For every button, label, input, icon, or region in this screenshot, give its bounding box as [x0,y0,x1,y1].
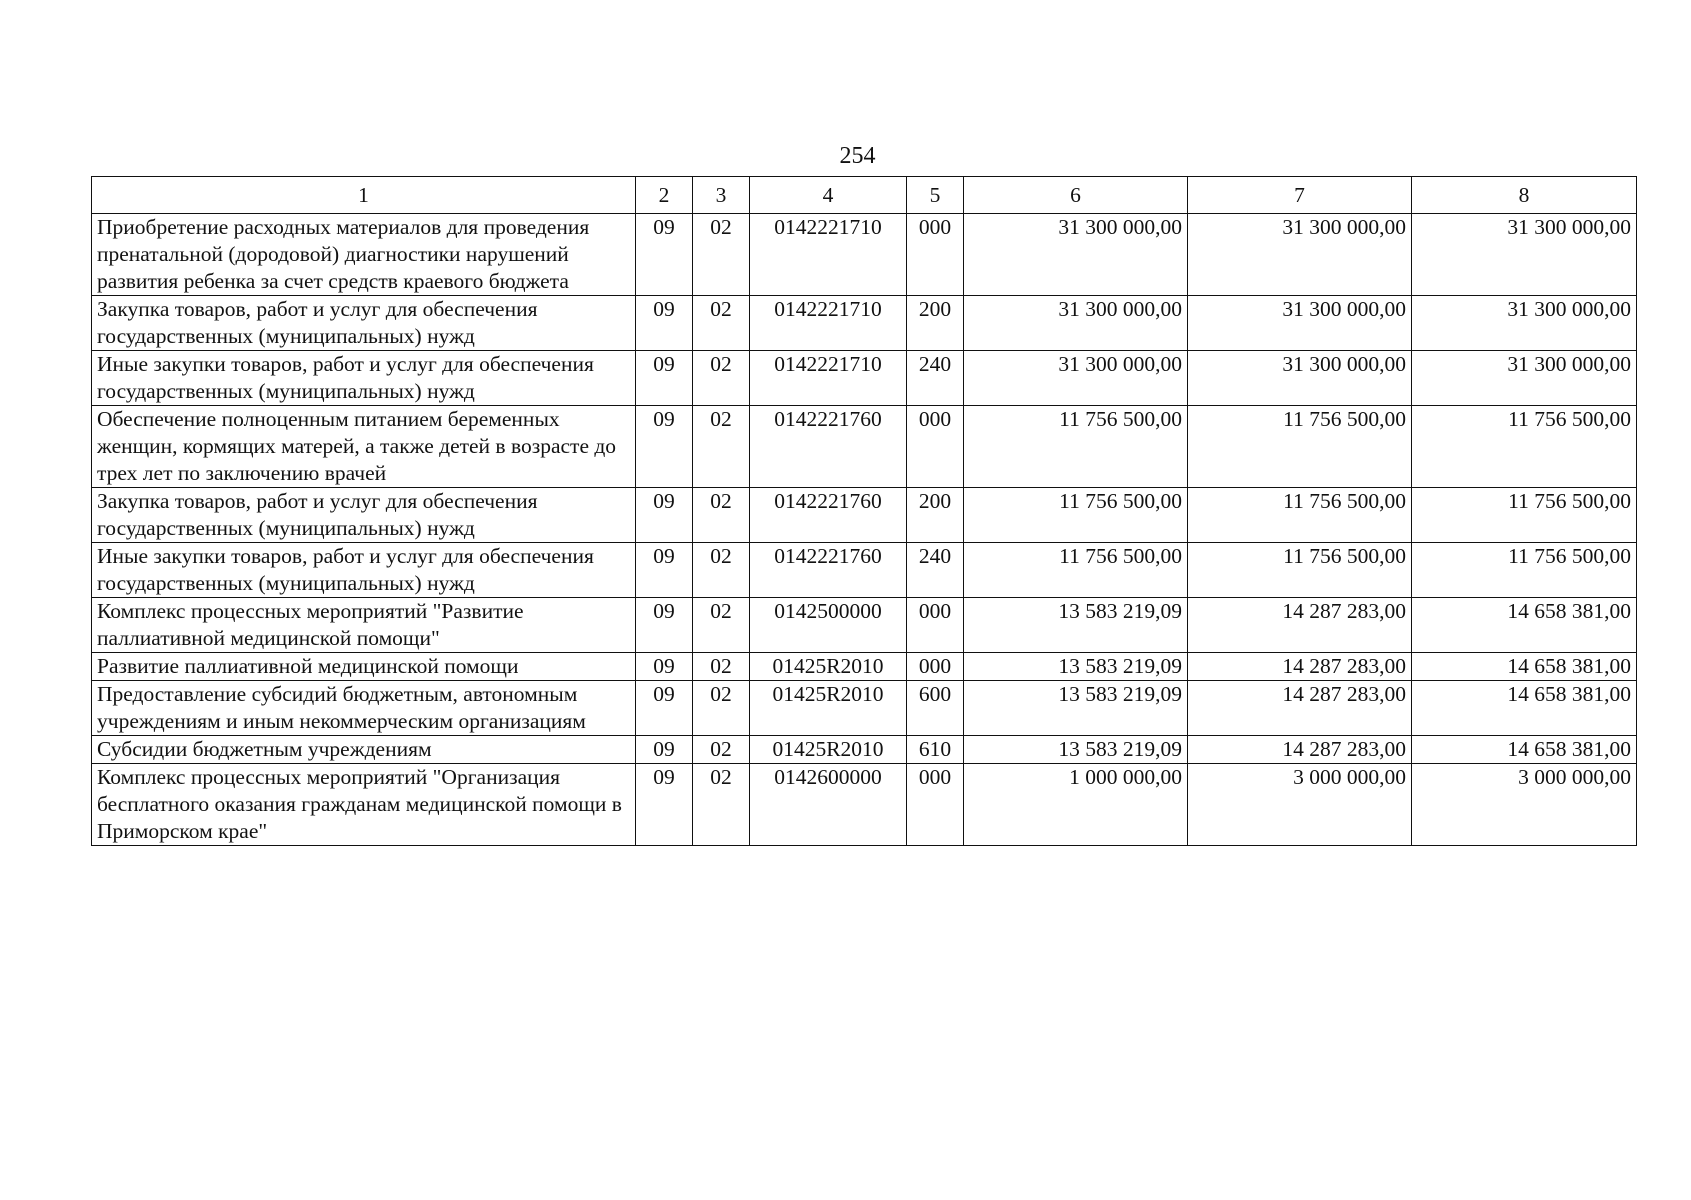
table-row [92,214,1637,296]
amount-cell: 31 300 000,00 [964,214,1188,296]
amount-cell: 11 756 500,00 [1412,406,1637,488]
amount-cell: 14 658 381,00 [1412,653,1637,681]
section-code: 09 [636,296,693,351]
subsection-code: 02 [693,488,750,543]
column-header: 8 [1412,177,1637,214]
amount-cell: 31 300 000,00 [964,351,1188,406]
header-row [92,177,1637,214]
expense-type-code: 000 [907,598,964,653]
target-code: 0142221760 [750,406,907,488]
amount-cell: 13 583 219,09 [964,736,1188,764]
amount-cell: 1 000 000,00 [964,764,1188,846]
expense-type-code: 610 [907,736,964,764]
expense-type-code: 600 [907,681,964,736]
subsection-code: 02 [693,214,750,296]
amount-cell: 31 300 000,00 [1188,214,1412,296]
subsection-code: 02 [693,764,750,846]
column-header: 3 [693,177,750,214]
row-name: Обеспечение полноценным питанием беременных женщин, кормящих матерей, а также детей в возрасте до трех лет по заключению врачей [92,406,636,488]
table-row [92,406,1637,488]
amount-cell: 14 658 381,00 [1412,598,1637,653]
amount-cell: 11 756 500,00 [1188,488,1412,543]
target-code: 0142221760 [750,543,907,598]
amount-cell: 11 756 500,00 [1412,543,1637,598]
amount-cell: 11 756 500,00 [964,543,1188,598]
page-number: 254 [839,143,876,169]
amount-cell: 31 300 000,00 [1412,214,1637,296]
section-code: 09 [636,214,693,296]
table-row [92,764,1637,846]
section-code: 09 [636,351,693,406]
amount-cell: 11 756 500,00 [964,488,1188,543]
amount-cell: 13 583 219,09 [964,681,1188,736]
amount-cell: 13 583 219,09 [964,653,1188,681]
amount-cell: 14 287 283,00 [1188,598,1412,653]
amount-cell: 31 300 000,00 [1412,351,1637,406]
table-row [92,681,1637,736]
expense-type-code: 240 [907,351,964,406]
target-code: 0142600000 [750,764,907,846]
section-code: 09 [636,736,693,764]
section-code: 09 [636,488,693,543]
amount-cell: 31 300 000,00 [1412,296,1637,351]
column-header: 6 [964,177,1188,214]
amount-cell: 31 300 000,00 [964,296,1188,351]
row-name: Закупка товаров, работ и услуг для обеспечения государственных (муниципальных) нужд [92,296,636,351]
amount-cell: 3 000 000,00 [1188,764,1412,846]
table-row [92,653,1637,681]
target-code: 0142221760 [750,488,907,543]
section-code: 09 [636,764,693,846]
row-name: Субсидии бюджетным учреждениям [92,736,636,764]
column-header: 4 [750,177,907,214]
amount-cell: 11 756 500,00 [1188,543,1412,598]
amount-cell: 14 658 381,00 [1412,736,1637,764]
amount-cell: 14 658 381,00 [1412,681,1637,736]
table-row [92,296,1637,351]
target-code: 01425R2010 [750,681,907,736]
amount-cell: 3 000 000,00 [1412,764,1637,846]
expense-type-code: 200 [907,296,964,351]
target-code: 0142221710 [750,296,907,351]
column-header: 1 [92,177,636,214]
subsection-code: 02 [693,736,750,764]
row-name: Иные закупки товаров, работ и услуг для обеспечения государственных (муниципальных) нужд [92,351,636,406]
expense-type-code: 000 [907,764,964,846]
column-header: 2 [636,177,693,214]
section-code: 09 [636,543,693,598]
row-name: Предоставление субсидий бюджетным, автономным учреждениям и иным некоммерческим организациям [92,681,636,736]
target-code: 0142500000 [750,598,907,653]
column-header: 5 [907,177,964,214]
table-row [92,488,1637,543]
row-name: Комплекс процессных мероприятий "Развитие паллиативной медицинской помощи" [92,598,636,653]
table-row [92,598,1637,653]
subsection-code: 02 [693,653,750,681]
subsection-code: 02 [693,598,750,653]
amount-cell: 31 300 000,00 [1188,351,1412,406]
subsection-code: 02 [693,406,750,488]
expense-type-code: 200 [907,488,964,543]
amount-cell: 11 756 500,00 [964,406,1188,488]
expense-type-code: 000 [907,406,964,488]
table-row [92,736,1637,764]
row-name: Иные закупки товаров, работ и услуг для обеспечения государственных (муниципальных) нужд [92,543,636,598]
budget-table [91,176,1637,846]
table-row [92,543,1637,598]
section-code: 09 [636,406,693,488]
expense-type-code: 000 [907,653,964,681]
amount-cell: 14 287 283,00 [1188,736,1412,764]
table-row [92,351,1637,406]
target-code: 01425R2010 [750,653,907,681]
target-code: 0142221710 [750,214,907,296]
amount-cell: 11 756 500,00 [1412,488,1637,543]
subsection-code: 02 [693,296,750,351]
target-code: 0142221710 [750,351,907,406]
row-name: Комплекс процессных мероприятий "Организация бесплатного оказания гражданам медицинской помощи в Приморском крае" [92,764,636,846]
amount-cell: 31 300 000,00 [1188,296,1412,351]
section-code: 09 [636,598,693,653]
column-header: 7 [1188,177,1412,214]
row-name: Закупка товаров, работ и услуг для обеспечения государственных (муниципальных) нужд [92,488,636,543]
subsection-code: 02 [693,681,750,736]
target-code: 01425R2010 [750,736,907,764]
expense-type-code: 000 [907,214,964,296]
amount-cell: 14 287 283,00 [1188,653,1412,681]
section-code: 09 [636,653,693,681]
row-name: Развитие паллиативной медицинской помощи [92,653,636,681]
section-code: 09 [636,681,693,736]
expense-type-code: 240 [907,543,964,598]
subsection-code: 02 [693,543,750,598]
amount-cell: 13 583 219,09 [964,598,1188,653]
row-name: Приобретение расходных материалов для проведения пренатальной (дородовой) диагностики нарушений развития ребенка за счет средств краевого бюджета [92,214,636,296]
amount-cell: 11 756 500,00 [1188,406,1412,488]
subsection-code: 02 [693,351,750,406]
amount-cell: 14 287 283,00 [1188,681,1412,736]
